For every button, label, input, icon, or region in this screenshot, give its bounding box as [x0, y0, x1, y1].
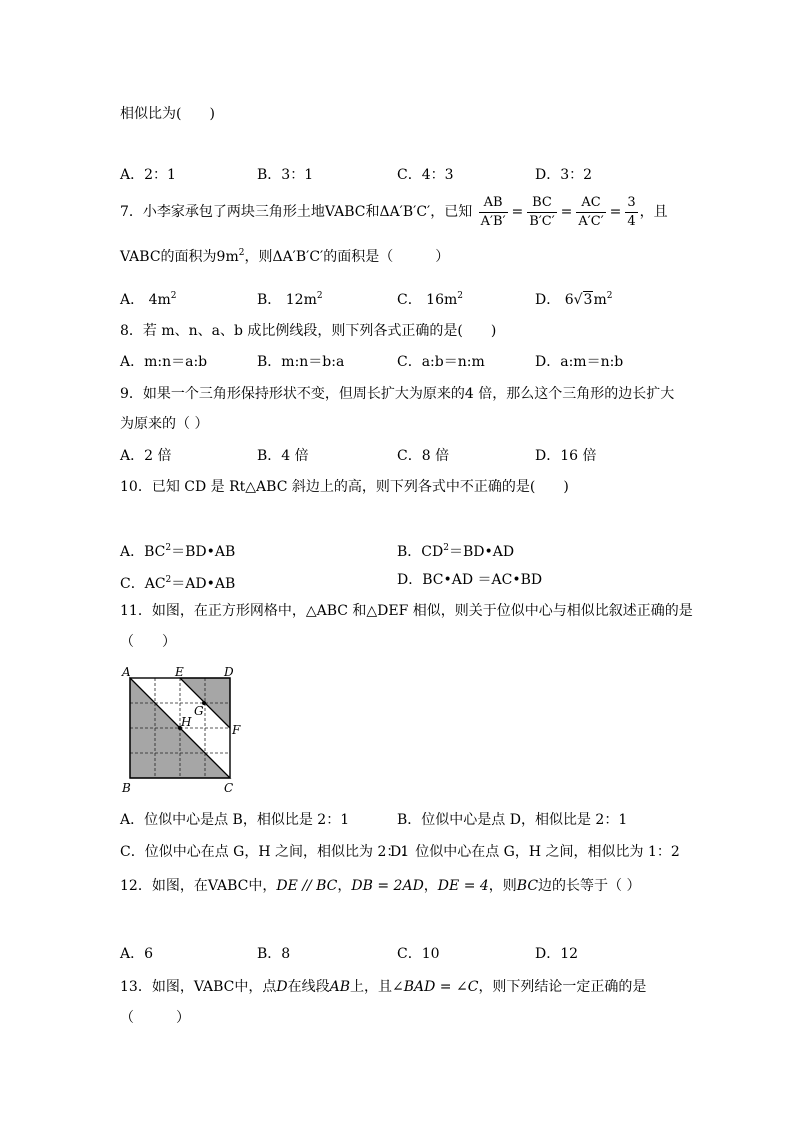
label-h: H: [181, 715, 192, 729]
q13-stem-line2: （ ）: [120, 1010, 190, 1026]
label-e: E: [175, 665, 184, 679]
q7-tri1: VABC: [324, 204, 366, 220]
q8-option-d: D．a:m＝n:b: [535, 354, 624, 370]
q9-stem-line1: 9．如果一个三角形保持形状不变，但周长扩大为原来的4 倍，那么这个三角形的边长扩大: [120, 386, 675, 402]
q12-expr-parallel: DE // BC: [276, 878, 338, 894]
q12-expr-db: DB = 2AD: [351, 878, 424, 894]
q12-option-c: C．10: [397, 946, 440, 962]
label-f: F: [232, 723, 241, 737]
q11-stem-line2: （ ）: [120, 634, 176, 650]
q9-option-a: A．2 倍: [120, 448, 172, 464]
grid-figure: [118, 662, 258, 802]
q12-option-b: B．8: [257, 946, 291, 962]
q7-and: 和: [365, 204, 380, 220]
q8-stem: 8．若 m、n、a、b 成比例线段，则下列各式正确的是( ): [120, 323, 497, 339]
q8-option-a: A．m:n＝a:b: [120, 354, 208, 370]
q12-option-a: A．6: [120, 946, 154, 962]
label-d: D: [224, 665, 234, 679]
q9-option-d: D．16 倍: [535, 448, 597, 464]
q7-fraction-3: $\frac{AC}{A'C'}$: [578, 194, 604, 229]
label-c: C: [224, 781, 234, 795]
q9-option-b: B．4 倍: [257, 448, 309, 464]
q7-fraction-1: $\frac{AB}{A'B'}$: [480, 194, 506, 229]
q7-tri2: ΔA′B′C′: [379, 204, 431, 220]
q11-option-b: B．位似中心是点 D，相似比是 2：1: [397, 812, 628, 828]
q6-option-b: B．3：1: [257, 167, 314, 183]
q12-option-d: D．12: [535, 946, 579, 962]
q6-option-a: A．2：1: [120, 167, 176, 183]
q6-option-d: D．3：2: [535, 167, 593, 183]
q11-option-a: A．位似中心是点 B，相似比是 2：1: [120, 812, 350, 828]
q12-expr-de: DE = 4: [437, 878, 489, 894]
q7-fraction-4: $\frac{3}{4}$: [627, 194, 636, 229]
q7-option-c: C． $16m^2$: [397, 291, 463, 308]
q11-option-c: C．位似中心在点 G，H 之间，相似比为 2：1: [120, 844, 410, 860]
q8-option-c: C．a:b＝n:m: [397, 354, 485, 370]
q10-stem: 10．已知 CD 是 Rt△ABC 斜边上的高，则下列各式中不正确的是( ): [120, 479, 569, 495]
q12-stem: 12．如图，在VABC中，DE // BC，DB = 2AD，DE = 4，则BC边的长等于（ ）: [120, 878, 641, 894]
q13-stem-line1: 13．如图，VABC中，点D在线段AB上，且∠BAD = ∠C，则下列结论一定正确的是: [120, 979, 647, 995]
q7-and-tail: ，且: [639, 204, 668, 220]
q7-option-a: A． $4m^2$: [120, 291, 177, 308]
q10-option-d: D．BC•AD ＝AC•BD: [397, 572, 543, 588]
q7-known: ，已知: [430, 204, 473, 220]
q7-prefix: 7．小李家承包了两块三角形土地: [120, 204, 325, 220]
q7-fraction-2: $\frac{BC}{B'C'}$: [529, 194, 555, 229]
q10-option-c: C．$AC^2=AD•AB$: [120, 575, 236, 592]
q9-stem-line2: 为原来的（ ）: [120, 416, 209, 432]
q11-stem-line1: 11．如图，在正方形网格中，△ABC 和△DEF 相似，则关于位似中心与相似比叙述正确的是: [120, 603, 693, 619]
label-g: G: [194, 704, 204, 718]
q7-stem-line2: VABC的面积为$9m^2$，则ΔA′B′C′的面积是（ ）: [120, 248, 450, 265]
q10-option-a: A．$BC^2=BD•AB$: [120, 543, 236, 560]
q6-option-c: C．4：3: [397, 167, 454, 183]
q11-option-d: D．位似中心在点 G，H 之间，相似比为 1：2: [390, 844, 680, 860]
q9-option-c: C．8 倍: [397, 448, 450, 464]
label-b: B: [122, 781, 131, 795]
q6-tail: 相似比为( ): [120, 106, 215, 122]
q13-expr-angle: ∠BAD = ∠C: [392, 979, 479, 995]
q7-option-b: B． $12m^2$: [257, 291, 323, 308]
q10-option-b: B．$CD^2=BD•AD$: [397, 543, 515, 560]
q7-area: $9m^2$: [216, 248, 245, 265]
label-a: A: [122, 665, 131, 679]
q7-option-d: D． $6√3m^2$: [535, 291, 613, 308]
q7-stem-line1: 7．小李家承包了两块三角形土地VABC和ΔA′B′C′，已知 $\frac{AB}{A'B'}$ = $\frac{BC}{B'C'}$ = $\frac{AC}{A'C'}$ = $\frac{3}{4}$ ，且: [120, 194, 668, 229]
q8-option-b: B．m:n＝b:a: [257, 354, 345, 370]
